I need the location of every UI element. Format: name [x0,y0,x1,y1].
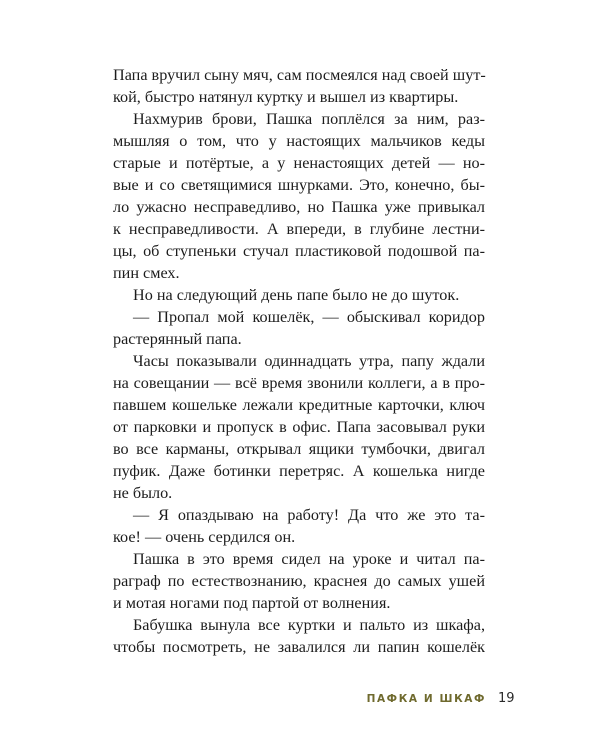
text-line: пин смех. [113,264,180,282]
text-line: вые и со светящимися шнурками. Это, конечно, бы- [113,176,485,194]
text-line: Папа вручил сыну мяч, сам посмеялся над своей шут- [113,66,486,84]
text-line: растерянный папа. [113,330,242,348]
text-line: от парковки и пропуск в офис. Папа засовывал руки [113,418,485,436]
text-line: не было. [113,484,173,502]
text-line: кое! — очень сердился он. [113,528,296,546]
text-line: пуфик. Даже ботинки перетряс. А кошелька нигде [113,462,485,480]
text-line: старые и потёртые, а у ненастоящих детей — но- [113,154,485,172]
page-number: 19 [498,691,515,706]
running-head: ПАФКА И ШКАФ [366,693,486,705]
text-line: на совещании — всё время звонили коллеги, а в про- [113,374,485,392]
text-line: — Я опаздываю на работу! Да что же это та- [133,506,485,524]
text-line: ло ужасно несправедливо, но Пашка уже привыкал [113,198,485,216]
text-line: мышляя о том, что у настоящих мальчиков кеды [113,132,485,150]
text-line: — Пропал мой кошелёк, — обыскивал коридор [133,308,485,326]
text-line: кой, быстро натянул куртку и вышел из квартиры. [113,88,459,106]
text-line: Нахмурив брови, Пашка поплёлся за ним, раз- [133,110,485,128]
text-line: Пашка в это время сидел на уроке и читал па- [133,550,485,568]
text-line: чтобы посмотреть, не завалился ли папин кошелёк [113,638,485,656]
body-text [113,64,485,658]
text-line: Часы показывали одиннадцать утра, папу ждали [133,352,485,370]
text-line: во все карманы, открывал ящики тумбочки, двигал [113,440,485,458]
text-line: Бабушка вынула все куртки и пальто из шкафа, [133,616,485,634]
text-line: Но на следующий день папе было не до шуток. [133,286,460,304]
text-line: цы, об ступеньки стучал пластиковой подошвой па- [113,242,485,260]
text-line: павшем кошельке лежали кредитные карточки, ключ [113,396,485,414]
text-line: и мотая ногами под партой от волнения. [113,594,391,612]
text-line: раграф по естествознанию, краснея до самых ушей [113,572,485,590]
text-line: к несправедливости. А впереди, в глубине лестни- [113,220,485,238]
